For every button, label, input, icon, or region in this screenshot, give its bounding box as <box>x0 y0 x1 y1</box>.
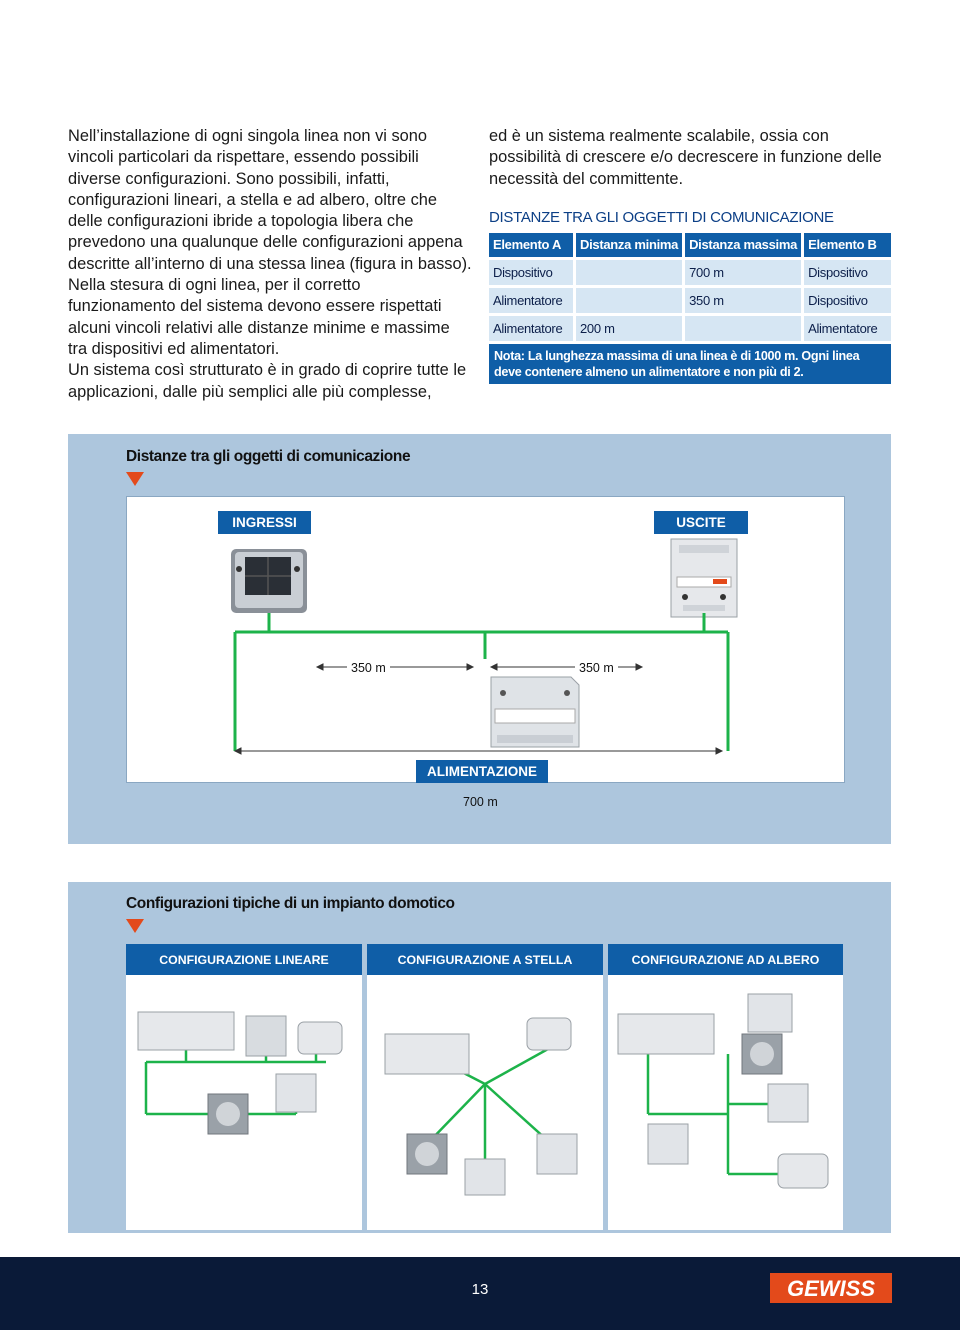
distance-label-left: 350 m <box>347 661 390 675</box>
distance-label-bottom: 700 m <box>463 795 498 809</box>
power-supply-label: ALIMENTAZIONE <box>416 760 548 783</box>
table-cell <box>576 260 682 285</box>
diagram-title: Distanze tra gli oggetti di comunicazione <box>126 448 411 465</box>
table-header-row <box>489 233 891 257</box>
distance-table-title: DISTANZE TRA GLI OGGETTI DI COMUNICAZIONE <box>489 208 834 226</box>
distances-diagram-panel <box>68 434 891 844</box>
distances-diagram <box>126 496 845 783</box>
table-header-cell: Elemento A <box>489 233 573 257</box>
inputs-label: INGRESSI <box>218 511 311 534</box>
table-cell: 200 m <box>576 316 682 341</box>
table-row <box>489 316 891 341</box>
table-cell: 350 m <box>685 288 801 313</box>
table-header-cell: Distanza minima <box>576 233 682 257</box>
gewiss-logo <box>770 1273 892 1303</box>
power-supply-icon <box>491 677 579 747</box>
table-note: Nota: La lunghezza massima di una linea è di 1000 m. Ogni linea deve contenere almeno un alimentatore e non più di 2. <box>489 344 891 384</box>
configurations-grid <box>126 944 843 1230</box>
table-row <box>489 288 891 313</box>
config-star <box>367 944 603 1230</box>
table-cell: Alimentatore <box>489 316 573 341</box>
wiring-lines <box>127 497 844 782</box>
configurations-panel <box>68 882 891 1233</box>
table-header-cell: Elemento B <box>804 233 891 257</box>
distance-table <box>486 230 894 344</box>
table-cell: Dispositivo <box>804 288 891 313</box>
outputs-label: USCITE <box>654 511 748 534</box>
config-header-tree: CONFIGURAZIONE AD ALBERO <box>608 944 843 975</box>
table-cell: 700 m <box>685 260 801 285</box>
table-cell: Alimentatore <box>804 316 891 341</box>
triangle-marker-icon <box>126 472 144 486</box>
table-row <box>489 260 891 285</box>
star-diagram <box>367 944 603 1230</box>
body-paragraph: Un sistema così strutturato è in grado di coprire tutte le applicazioni, dalle più semplici alle più complesse, <box>68 361 467 401</box>
page-number: 13 <box>471 1281 489 1298</box>
page-footer <box>0 1257 960 1330</box>
input-device-icon <box>231 549 307 613</box>
diagram-title: Configurazioni tipiche di un impianto domotico <box>126 895 455 912</box>
triangle-marker-icon <box>126 919 144 933</box>
output-device-icon <box>671 539 737 617</box>
config-header-star: CONFIGURAZIONE A STELLA <box>367 944 603 975</box>
table-header-cell: Distanza massima <box>685 233 801 257</box>
table-cell: Dispositivo <box>804 260 891 285</box>
table-cell <box>685 316 801 341</box>
body-paragraph: Nell’installazione di ogni singola linea non vi sono vincoli particolari da rispettare, essendo possibili diverse configurazioni. Sono possibili, infatti, configurazioni lineari, a stella e ad albero, oltre che delle configurazioni ibride a topologia libera che prevedono una qualunque delle configurazioni appena descritte all’interno di una stessa linea (figura in basso). Nella stesura di ogni linea, per il corretto funzionamento del sistema devono essere rispettati alcuni vincoli relativi alle distanze minime e massime tra dispositivi ed alimentatori. <box>68 127 472 358</box>
body-text-right <box>489 126 894 384</box>
table-cell: Dispositivo <box>489 260 573 285</box>
distance-label-right: 350 m <box>575 661 618 675</box>
config-header-linear: CONFIGURAZIONE LINEARE <box>126 944 362 975</box>
table-cell: Alimentatore <box>489 288 573 313</box>
config-tree <box>608 944 843 1230</box>
linear-diagram <box>126 944 362 1230</box>
config-linear <box>126 944 362 1230</box>
body-text-left <box>68 126 472 403</box>
table-cell <box>576 288 682 313</box>
body-paragraph: ed è un sistema realmente scalabile, ossia con possibilità di crescere e/o decrescere in funzione delle necessità del committente. <box>489 127 882 188</box>
logo-text: GEWISS <box>786 1276 876 1301</box>
tree-diagram <box>608 944 843 1230</box>
